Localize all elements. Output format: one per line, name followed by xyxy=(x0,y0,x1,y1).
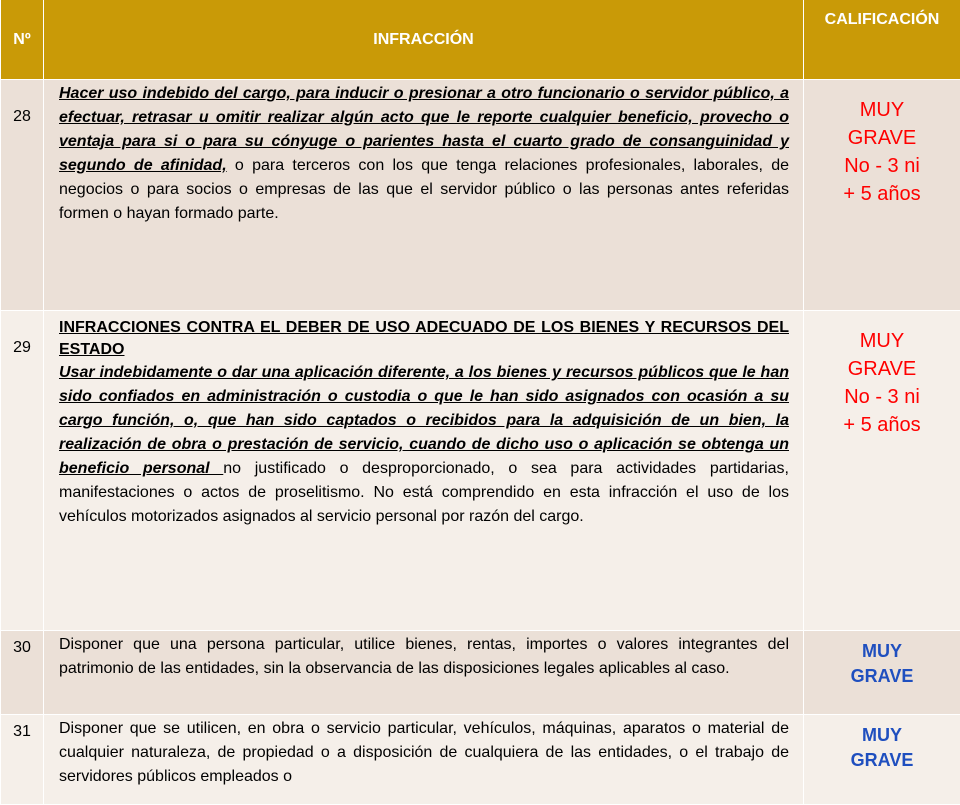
infraction-emphasis: Hacer uso indebido del cargo, para inducir o presionar a otro funcionario o servidor público, a efectuar, retrasar u omitir realizar algún acto que le reporte cualquier beneficio, provecho o ventaja para si o para su cónyuge o parientes hasta el cuarto grado de consanguinidad y segundo de afinidad, xyxy=(59,85,789,174)
calif-line: GRAVE xyxy=(805,748,959,773)
infraction-emphasis: Usar indebidamente o dar una aplicación diferente, a los bienes y recursos públicos que le han sido confiados en administración o custodia o que le han sido asignados con ocasión a su cargo función, o, que han sido captados o recibidos para la adquisición de un bien, la realización de obra o prestación de servicio, cuando de dicho uso o aplicación se obtenga un beneficio personal xyxy=(59,364,789,477)
calificacion-cell xyxy=(804,80,960,311)
infraction-plain: no justificado o desproporcionado, o sea para actividades partidarias, manifestaciones o actos de proselitismo. No está comprendido en esta infracción el uso de los vehículos motorizados asignados al servicio personal por razón del cargo. xyxy=(59,460,789,525)
infraction-text xyxy=(44,311,804,631)
header-infraccion: INFRACCIÓN xyxy=(44,0,804,80)
row-number: 30 xyxy=(1,631,44,715)
calificacion-cell xyxy=(804,311,960,631)
calif-line: MUY xyxy=(805,723,959,748)
table-row xyxy=(1,631,960,715)
row-number: 29 xyxy=(1,311,44,631)
table-row xyxy=(1,715,960,805)
calif-line: + 5 años xyxy=(805,180,959,208)
calif-line: MUY xyxy=(805,639,959,664)
infraction-plain: Disponer que se utilicen, en obra o servicio particular, vehículos, máquinas, aparatos o material de cualquier naturaleza, de propiedad o a disposición de cualquiera de las entidades, o el trabajo de servidores públicos empleados o xyxy=(59,720,789,785)
calif-line: No - 3 ni xyxy=(805,152,959,180)
infraction-plain: o para terceros con los que tenga relaciones profesionales, laborales, de negocios o para socios o empresas de las que el servidor público o las personas antes referidas formen o hayan formado parte. xyxy=(59,157,789,222)
calif-line: MUY xyxy=(805,327,959,355)
infraction-text xyxy=(44,631,804,715)
row-number: 28 xyxy=(1,80,44,311)
infraction-text xyxy=(44,715,804,805)
calif-line: GRAVE xyxy=(805,124,959,152)
calif-line: MUY xyxy=(805,96,959,124)
table-row xyxy=(1,311,960,631)
header-num: Nº xyxy=(1,0,44,80)
calificacion-cell xyxy=(804,631,960,715)
calif-line: + 5 años xyxy=(805,411,959,439)
header-calificacion: CALIFICACIÓN xyxy=(804,0,960,80)
calif-line: GRAVE xyxy=(805,664,959,689)
calif-line: No - 3 ni xyxy=(805,383,959,411)
infraction-section-title: INFRACCIONES CONTRA EL DEBER DE USO ADECUADO DE LOS BIENES Y RECURSOS DEL ESTADO xyxy=(59,317,789,361)
table-row xyxy=(1,80,960,311)
infraction-plain: Disponer que una persona particular, utilice bienes, rentas, importes o valores integrantes del patrimonio de las entidades, sin la observancia de las disposiciones legales aplicables al caso. xyxy=(59,636,789,677)
row-number: 31 xyxy=(1,715,44,805)
table-header-row xyxy=(1,0,960,80)
infraction-text xyxy=(44,80,804,311)
calif-line: GRAVE xyxy=(805,355,959,383)
calificacion-cell xyxy=(804,715,960,805)
